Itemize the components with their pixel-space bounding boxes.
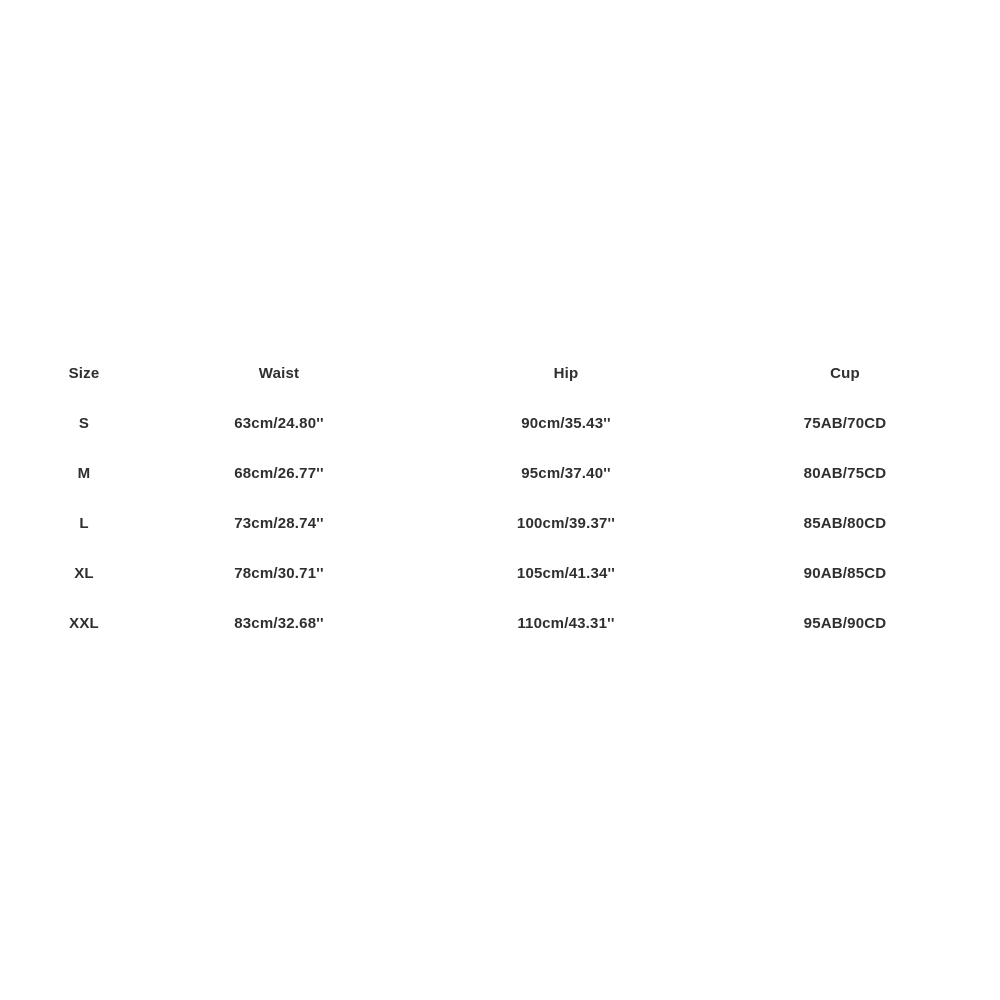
cell-hip: 100cm/39.37''	[516, 514, 616, 532]
cell-hip: 110cm/43.31''	[517, 614, 615, 632]
table-row-l	[0, 498, 948, 548]
size-chart-table	[0, 348, 948, 648]
cell-cup: 95AB/90CD	[803, 614, 887, 632]
cell-hip: 90cm/35.43''	[521, 414, 611, 432]
cell-size: XL	[74, 564, 94, 582]
table-row-m	[0, 448, 948, 498]
cell-size: L	[79, 514, 89, 532]
table-row-xxl	[0, 598, 948, 648]
cell-cup: 75AB/70CD	[803, 414, 887, 432]
cell-hip: 105cm/41.34''	[516, 564, 616, 582]
column-header-hip: Hip	[553, 364, 579, 382]
cell-waist: 83cm/32.68''	[234, 614, 324, 632]
table-header-row	[0, 348, 948, 398]
size-chart-table-container	[0, 348, 948, 648]
cell-cup: 85AB/80CD	[803, 514, 887, 532]
cell-waist: 63cm/24.80''	[234, 414, 324, 432]
cell-size: S	[78, 414, 90, 432]
column-header-size: Size	[68, 364, 100, 382]
cell-waist: 78cm/30.71''	[234, 564, 324, 582]
table-row-s	[0, 398, 948, 448]
cell-hip: 95cm/37.40''	[521, 464, 611, 482]
cell-cup: 80AB/75CD	[803, 464, 887, 482]
table-row-xl	[0, 548, 948, 598]
column-header-cup: Cup	[830, 364, 860, 382]
cell-size: XXL	[69, 614, 99, 632]
cell-waist: 73cm/28.74''	[234, 514, 324, 532]
cell-cup: 90AB/85CD	[803, 564, 887, 582]
column-header-waist: Waist	[258, 364, 300, 382]
cell-size: M	[77, 464, 91, 482]
cell-waist: 68cm/26.77''	[234, 464, 324, 482]
